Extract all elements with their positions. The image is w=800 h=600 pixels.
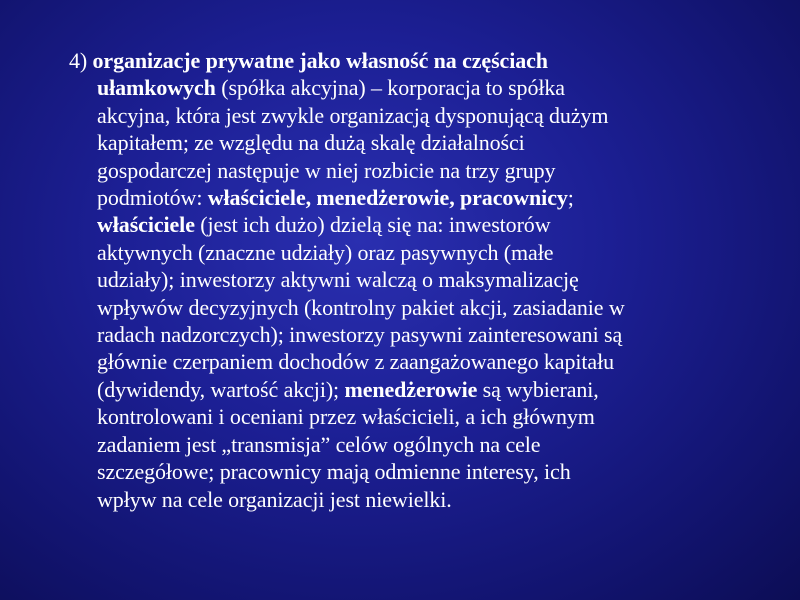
text-line — [69, 102, 749, 129]
bold-text-segment: właściciele, menedżerowie, pracownicy — [207, 185, 568, 211]
text-line — [69, 47, 749, 74]
text-segment: udziały); inwestorzy aktywni walczą o maksymalizację — [97, 267, 579, 293]
text-segment: gospodarczej następuje w niej rozbicie na trzy grupy — [97, 157, 556, 183]
text-line — [69, 321, 749, 348]
bold-text-segment: właściciele — [97, 212, 195, 238]
text-segment: radach nadzorczych); inwestorzy pasywni zainteresowani są — [97, 322, 623, 348]
text-line — [69, 74, 749, 101]
text-segment: wpływ na cele organizacji jest niewielki. — [97, 486, 452, 512]
text-segment: (jest ich dużo) dzielą się na: inwestorów — [194, 212, 551, 238]
text-line — [69, 266, 749, 293]
text-segment: kontrolowani i oceniani przez właścicieli, a ich głównym — [97, 404, 595, 430]
text-line — [69, 431, 749, 458]
text-line — [69, 239, 749, 266]
text-line — [69, 157, 749, 184]
text-segment: podmiotów: — [97, 185, 208, 211]
text-segment: (dywidendy, wartość akcji); — [97, 376, 345, 402]
text-segment: głównie czerpaniem dochodów z zaangażowanego kapitału — [97, 349, 614, 375]
text-line — [69, 458, 749, 485]
text-segment: są wybierani, — [477, 376, 599, 402]
bold-text-segment: ułamkowych — [97, 75, 216, 101]
bold-text-segment: menedżerowie — [344, 376, 478, 402]
text-line — [69, 486, 749, 513]
text-segment: wpływów decyzyjnych (kontrolny pakiet akcji, zasiadanie w — [97, 294, 625, 320]
text-line — [69, 376, 749, 403]
text-segment: zadaniem jest „transmisja” celów ogólnych na cele — [97, 431, 541, 457]
text-line — [69, 294, 749, 321]
text-line — [69, 184, 749, 211]
text-segment: kapitałem; ze względu na dużą skalę działalności — [97, 130, 525, 156]
text-segment: akcyjna, która jest zwykle organizacją dysponującą dużym — [97, 102, 609, 128]
bold-text-segment: organizacje prywatne jako własność na częściach — [92, 48, 548, 73]
text-line — [69, 403, 749, 430]
text-line — [69, 348, 749, 375]
text-segment: aktywnych (znaczne udziały) oraz pasywnych (małe — [97, 239, 554, 265]
slide-body-text — [69, 47, 749, 513]
text-segment: (spółka akcyjna) – korporacja to spółka — [215, 75, 565, 101]
text-segment: szczegółowe; pracownicy mają odmienne interesy, ich — [97, 459, 571, 485]
text-line — [69, 129, 749, 156]
text-line — [69, 211, 749, 238]
text-segment: 4) — [69, 48, 93, 73]
text-segment: ; — [567, 185, 574, 211]
